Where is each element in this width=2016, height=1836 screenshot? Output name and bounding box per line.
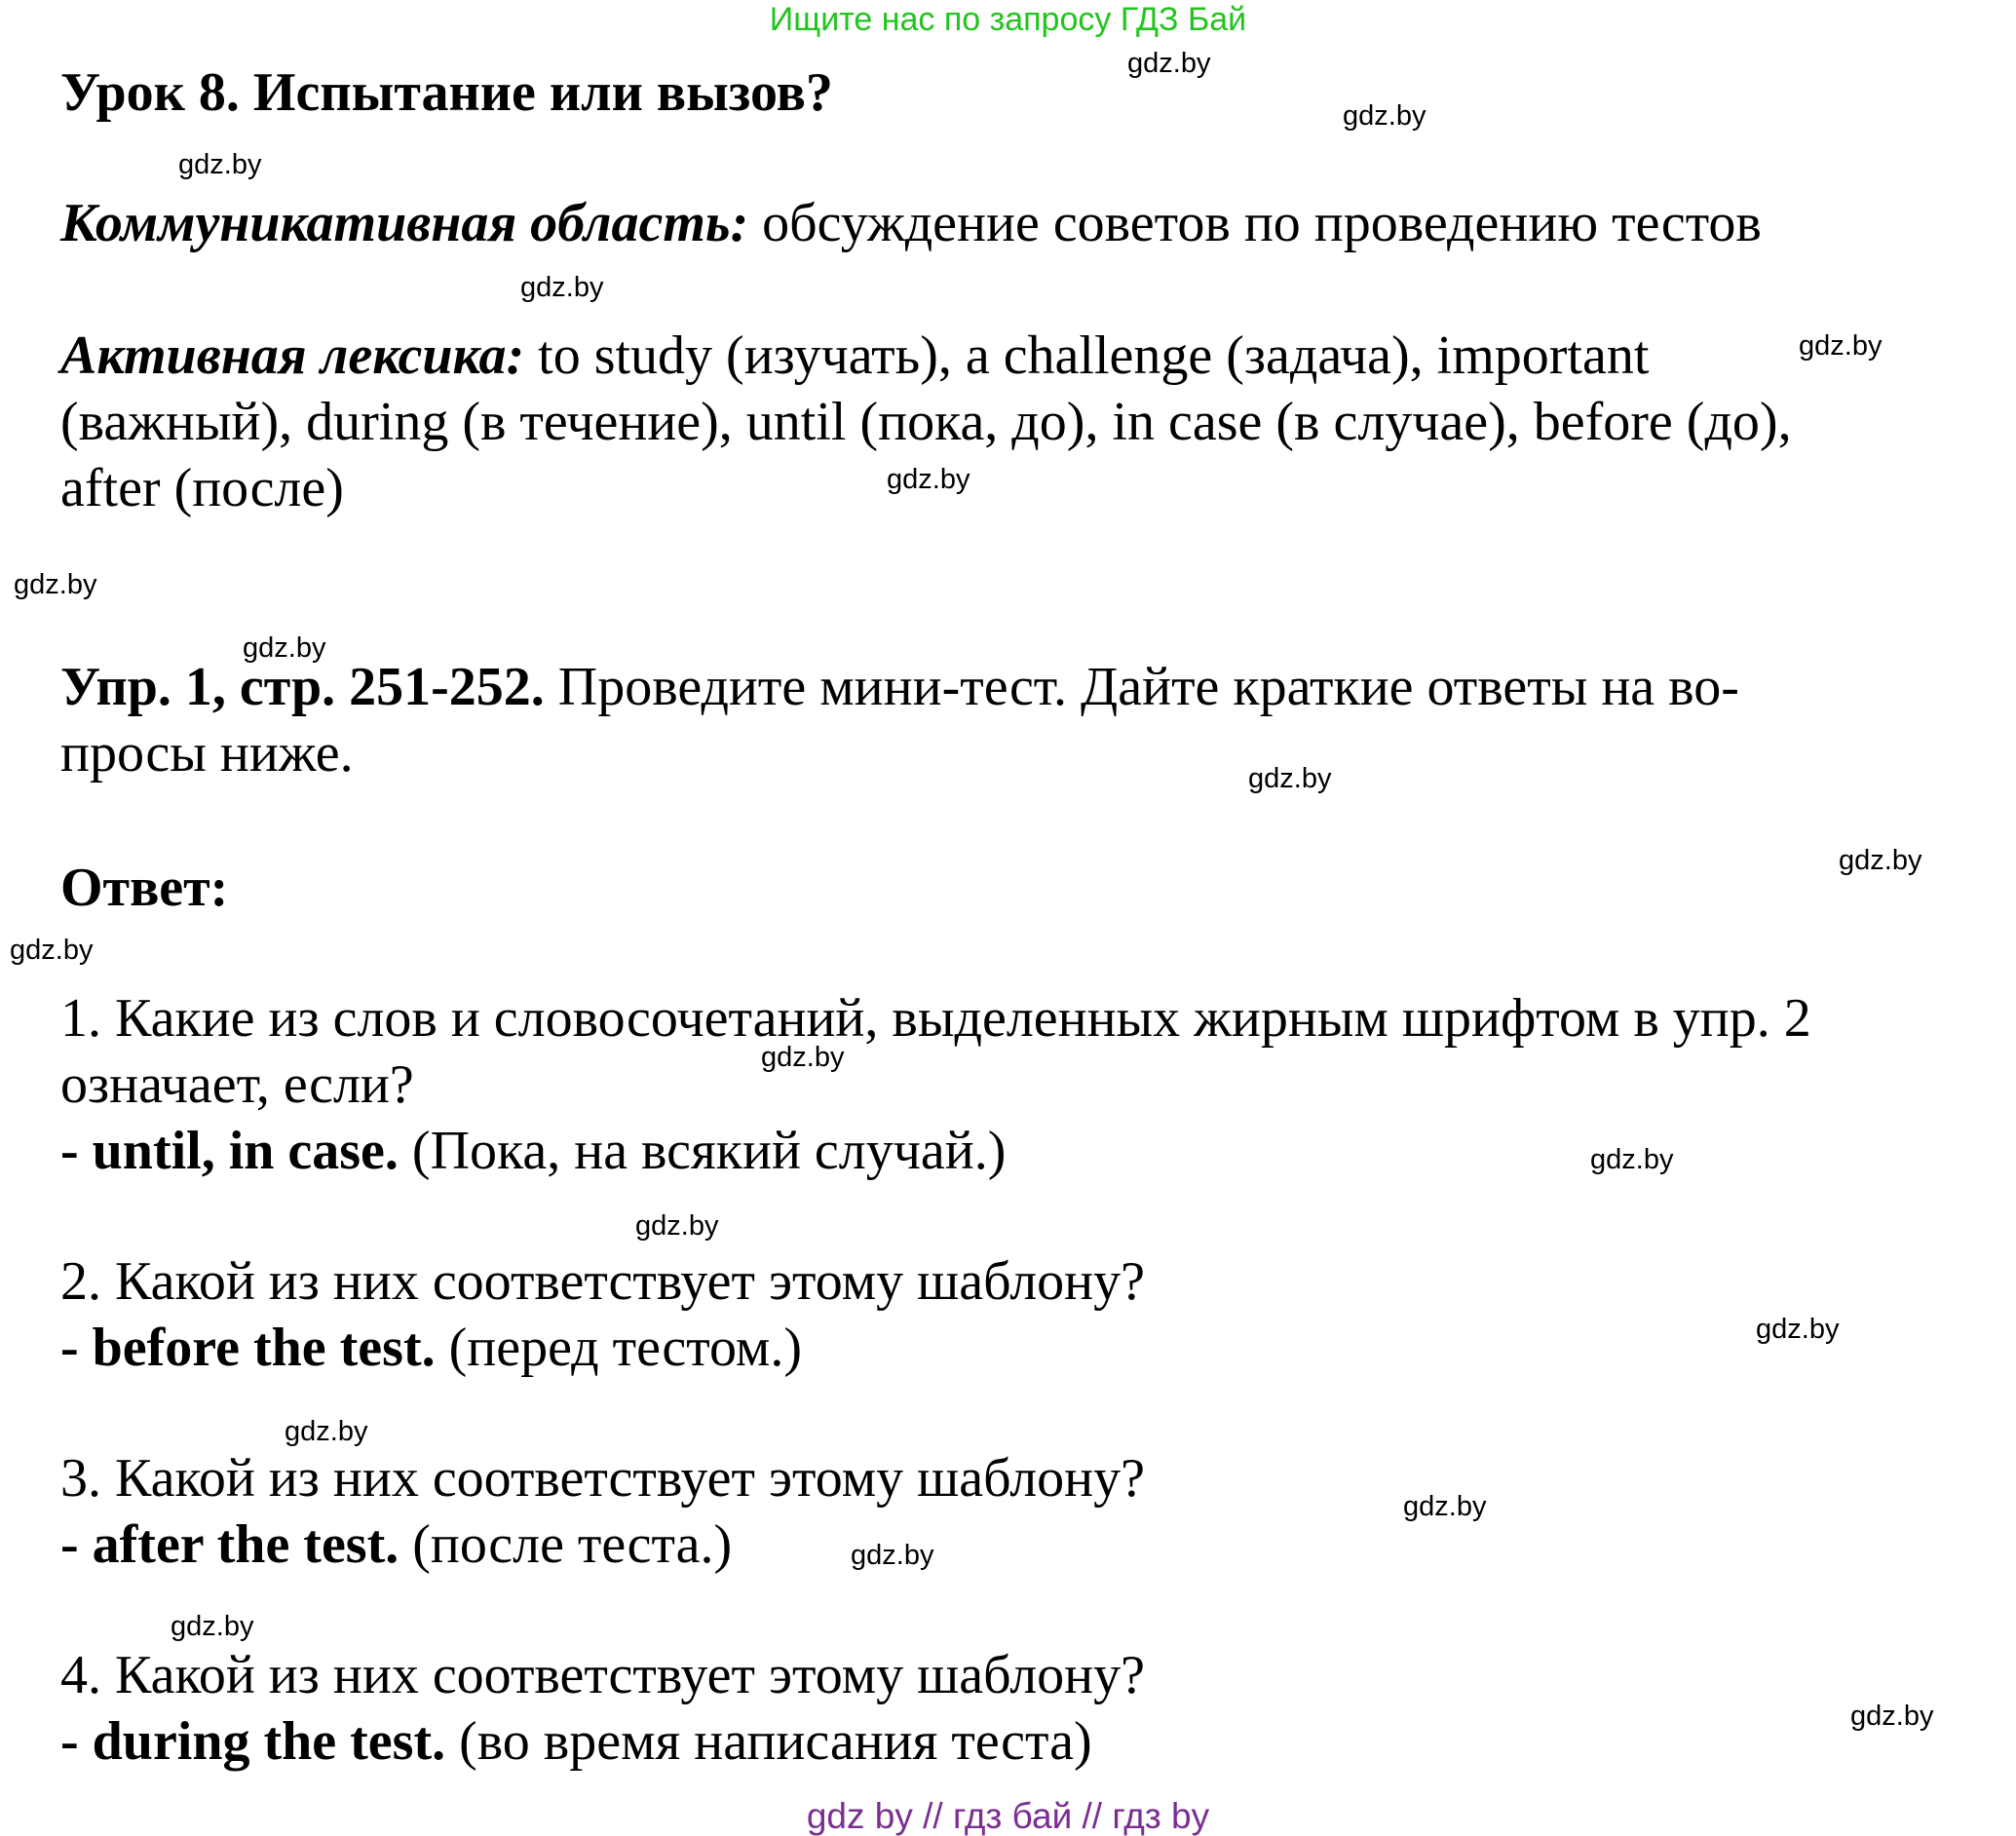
watermark: gdz.by xyxy=(1850,1701,1934,1732)
answer-2-text: (перед тестом.) xyxy=(435,1318,803,1378)
watermark: gdz.by xyxy=(1403,1491,1487,1522)
watermark: gdz.by xyxy=(178,149,262,180)
watermark: gdz.by xyxy=(1590,1144,1674,1175)
question-4: 4. Какой из них соответствует этому шаблону? xyxy=(60,1645,1145,1705)
watermark: gdz.by xyxy=(1839,845,1922,876)
top-banner: Ищите нас по запросу ГДЗ Бай xyxy=(769,1,1247,38)
watermark: gdz.by xyxy=(1343,100,1426,132)
question-3: 3. Какой из них соответствует этому шаблону? xyxy=(60,1448,1145,1509)
answer-3-bold: - after the test. xyxy=(60,1514,399,1575)
question-1-line-1: 1. Какие из слов и словосочетаний, выделенных жирным шрифтом в упр. 2 xyxy=(60,988,1811,1049)
watermark: gdz.by xyxy=(761,1042,845,1073)
exercise-task-1: Проведите мини-тест. Дайте краткие ответы на во- xyxy=(544,657,1739,717)
exercise-ref: Упр. 1, стр. 251-252. xyxy=(60,657,545,717)
answer-2-bold: - before the test. xyxy=(60,1318,436,1378)
answer-2 xyxy=(60,1316,802,1380)
answer-4-text: (во время написания теста) xyxy=(445,1711,1092,1772)
watermark: gdz.by xyxy=(10,935,94,966)
watermark: gdz.by xyxy=(887,464,970,495)
question-1-line-2: означает, если? xyxy=(60,1054,414,1115)
lesson-title: Урок 8. Испытание или вызов? xyxy=(60,62,833,123)
watermark: gdz.by xyxy=(851,1540,934,1571)
footer-links[interactable]: gdz by // гдз бай // гдз by xyxy=(806,1796,1210,1836)
watermark: gdz.by xyxy=(1756,1314,1840,1345)
watermark: gdz.by xyxy=(520,272,604,303)
communicative-label: Коммуникативная область: xyxy=(60,193,749,253)
vocab-text-1: to study (изучать), a challenge (задача), important xyxy=(524,325,1650,386)
watermark: gdz.by xyxy=(243,632,326,664)
answer-3 xyxy=(60,1512,732,1577)
answer-1-bold: - until, in case. xyxy=(60,1121,399,1181)
communicative-area xyxy=(60,191,1762,255)
watermark: gdz.by xyxy=(14,569,97,600)
exercise-line-2: просы ниже. xyxy=(60,723,354,784)
answer-4-bold: - during the test. xyxy=(60,1711,446,1772)
communicative-text: обсуждение советов по проведению тестов xyxy=(748,193,1762,253)
answer-1 xyxy=(60,1119,1006,1183)
watermark: gdz.by xyxy=(171,1611,254,1642)
vocab-line-1 xyxy=(60,324,1649,388)
answer-4 xyxy=(60,1709,1092,1774)
vocab-line-3: after (после) xyxy=(60,458,344,518)
answer-3-text: (после теста.) xyxy=(399,1514,733,1575)
vocab-label: Активная лексика: xyxy=(60,325,525,386)
vocab-line-2: (важный), during (в течение), until (пока, до), in case (в случае), before (до), xyxy=(60,392,1792,452)
watermark: gdz.by xyxy=(635,1210,719,1242)
answer-heading: Ответ: xyxy=(60,858,229,918)
exercise-line-1 xyxy=(60,655,1739,719)
watermark: gdz.by xyxy=(285,1416,368,1447)
watermark: gdz.by xyxy=(1799,330,1883,362)
watermark: gdz.by xyxy=(1127,48,1211,79)
watermark: gdz.by xyxy=(1248,763,1332,794)
question-2: 2. Какой из них соответствует этому шаблону? xyxy=(60,1251,1145,1312)
answer-1-text: (Пока, на всякий случай.) xyxy=(398,1121,1007,1181)
